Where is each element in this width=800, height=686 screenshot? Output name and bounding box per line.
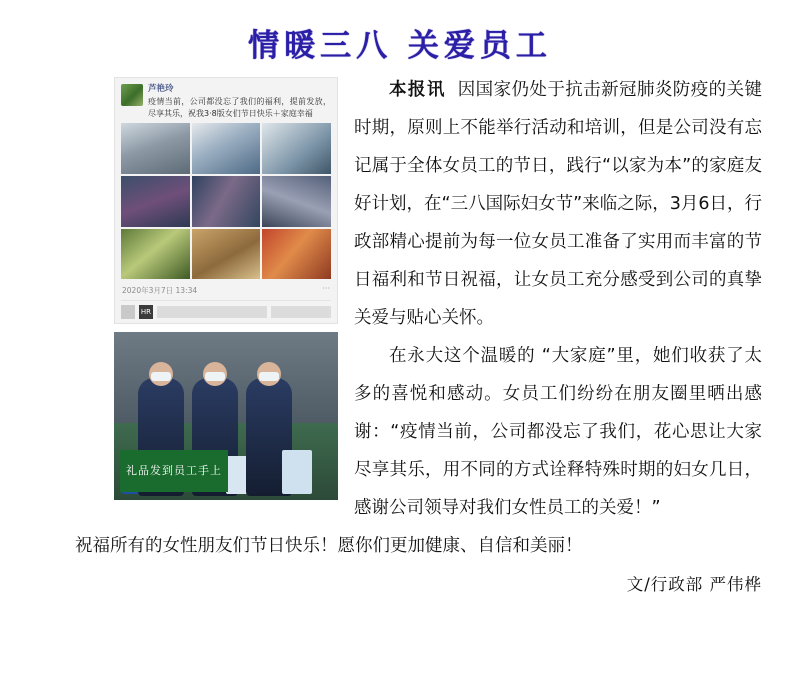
post-header [121, 84, 331, 119]
paragraph-1-text: 因国家仍处于抗击新冠肺炎防疫的关键时期，原则上不能举行活动和培训，但是公司没有忘记属于全体女员工的节日，践行“以家为本”的家庭友好计划，在“三八国际妇女节”来临之际，3月6日，行政部精心提前为每一位女员工准备了实用而丰富的节日福利和节日祝福，让女员工充分感受到公司的真挚关爱与贴心关怀。 [354, 80, 762, 328]
post-photo [192, 123, 261, 174]
commenter-badge: HR [139, 305, 153, 319]
social-post-screenshot [114, 77, 338, 324]
post-photo-grid [121, 123, 331, 279]
gift-bag [282, 450, 312, 494]
employee-photo [114, 332, 338, 500]
post-photo [121, 176, 190, 227]
photo-caption: 礼品发到员工手上 [120, 450, 228, 492]
post-timestamp: 2020年3月7日 13:34 [122, 286, 198, 296]
lead-in: 本报讯 [389, 80, 446, 100]
article-body [40, 71, 762, 565]
comment-line [157, 306, 267, 318]
comment-line [271, 306, 331, 318]
post-photo [192, 176, 261, 227]
post-author: 芦艳玲 [148, 84, 174, 94]
post-comments [121, 300, 331, 319]
avatar [121, 84, 143, 106]
media-stack [114, 77, 338, 500]
post-photo [192, 229, 261, 280]
post-photo [262, 229, 331, 280]
byline: 文/行政部 严伟桦 [626, 575, 762, 594]
ellipsis-icon[interactable]: ··· [322, 284, 330, 294]
post-text: 疫情当前，公司都没忘了我们的福利，提前发放，尽享其乐，祝我3·8版女们节日快乐＋家庭幸福 [148, 97, 331, 118]
commenter-avatar [121, 305, 135, 319]
post-meta [121, 279, 331, 296]
paragraph-2: 在永大这个温暖的 “大家庭”里，她们收获了太多的喜悦和感动。女员工们纷纷在朋友圈里晒出感谢：“疫情当前，公司都没忘了我们，花心思让大家尽享其乐，用不同的方式诠释特殊时期的妇女几日，感谢公司领导对我们女性员工的关爱！” [354, 346, 762, 518]
post-photo [262, 123, 331, 174]
post-photo [121, 229, 190, 280]
paragraph-3: 祝福所有的女性朋友们节日快乐！愿你们更加健康、自信和美丽！ [75, 536, 583, 556]
post-photo [121, 123, 190, 174]
page-title: 情暖三八 关爱员工 [248, 28, 552, 64]
post-photo [262, 176, 331, 227]
